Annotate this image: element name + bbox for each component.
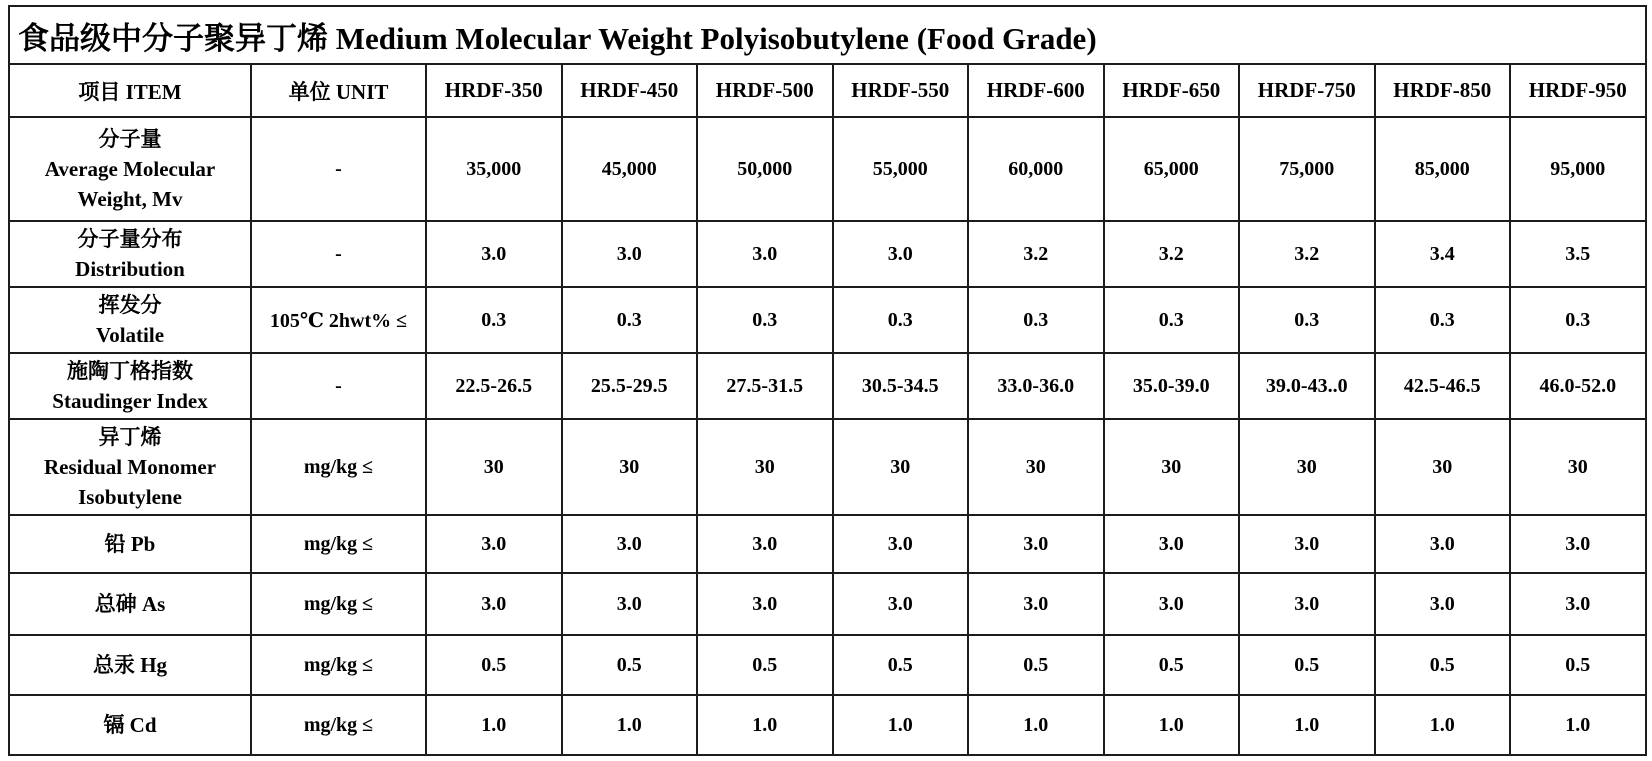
- value-cell: 46.0-52.0: [1510, 353, 1646, 419]
- item-line: 施陶丁格指数: [67, 359, 193, 383]
- value-cell: 3.0: [1375, 515, 1511, 573]
- column-header-hrdf-350: HRDF-350: [426, 64, 562, 117]
- value-cell: 3.0: [1239, 515, 1375, 573]
- item-cell: [9, 287, 251, 353]
- item-line: 铅 Pb: [104, 532, 156, 556]
- value-cell: 0.3: [833, 287, 969, 353]
- value-cell: 3.0: [426, 515, 562, 573]
- value-cell: 0.5: [1510, 635, 1646, 695]
- value-cell: 30: [426, 419, 562, 515]
- value-cell: 0.3: [968, 287, 1104, 353]
- value-cell: 30: [697, 419, 833, 515]
- value-cell: 3.0: [697, 515, 833, 573]
- value-cell: 3.0: [833, 573, 969, 635]
- value-cell: 0.3: [1510, 287, 1646, 353]
- value-cell: 60,000: [968, 117, 1104, 221]
- item-cell: [9, 515, 251, 573]
- value-cell: 0.5: [697, 635, 833, 695]
- value-cell: 0.5: [968, 635, 1104, 695]
- value-cell: 0.3: [426, 287, 562, 353]
- value-cell: 1.0: [833, 695, 969, 755]
- unit-cell: mg/kg ≤: [251, 635, 426, 695]
- item-line: Residual Monomer: [43, 455, 217, 479]
- value-cell: 3.0: [1104, 515, 1240, 573]
- column-header-hrdf-600: HRDF-600: [968, 64, 1104, 117]
- item-line: Average Molecular: [44, 157, 216, 181]
- column-header-hrdf-850: HRDF-850: [1375, 64, 1511, 117]
- unit-cell: 105℃ 2hwt% ≤: [251, 287, 426, 353]
- item-line: Distribution: [75, 257, 185, 281]
- column-header-hrdf-450: HRDF-450: [562, 64, 698, 117]
- value-cell: 65,000: [1104, 117, 1240, 221]
- value-cell: 0.5: [1104, 635, 1240, 695]
- item-line: 总砷 As: [94, 592, 166, 616]
- item-line: Weight, Mv: [77, 187, 183, 211]
- value-cell: 0.5: [1375, 635, 1511, 695]
- item-line: 分子量分布: [77, 227, 183, 251]
- item-line: Staudinger Index: [52, 389, 208, 413]
- value-cell: 30: [1510, 419, 1646, 515]
- value-cell: 3.0: [833, 515, 969, 573]
- value-cell: 30: [1375, 419, 1511, 515]
- value-cell: 1.0: [1510, 695, 1646, 755]
- table-row: [9, 573, 1646, 635]
- value-cell: 3.0: [968, 573, 1104, 635]
- item-cell: [9, 695, 251, 755]
- value-cell: 1.0: [426, 695, 562, 755]
- table-row: [9, 221, 1646, 287]
- item-line: 镉 Cd: [103, 713, 157, 737]
- item-cell: [9, 221, 251, 287]
- value-cell: 3.0: [697, 221, 833, 287]
- value-cell: 3.0: [562, 573, 698, 635]
- unit-cell: -: [251, 117, 426, 221]
- value-cell: 3.0: [562, 221, 698, 287]
- value-cell: 3.0: [1104, 573, 1240, 635]
- value-cell: 0.3: [562, 287, 698, 353]
- value-cell: 42.5-46.5: [1375, 353, 1511, 419]
- column-header-hrdf-650: HRDF-650: [1104, 64, 1240, 117]
- value-cell: 30: [562, 419, 698, 515]
- value-cell: 45,000: [562, 117, 698, 221]
- value-cell: 0.5: [426, 635, 562, 695]
- title-row: [9, 6, 1646, 64]
- value-cell: 0.5: [833, 635, 969, 695]
- value-cell: 3.0: [562, 515, 698, 573]
- value-cell: 3.0: [426, 221, 562, 287]
- column-header-hrdf-750: HRDF-750: [1239, 64, 1375, 117]
- value-cell: 1.0: [1104, 695, 1240, 755]
- spec-sheet: [8, 5, 1647, 756]
- item-cell: [9, 117, 251, 221]
- column-header-unit: 单位 UNIT: [251, 64, 426, 117]
- value-cell: 39.0-43..0: [1239, 353, 1375, 419]
- value-cell: 0.3: [1375, 287, 1511, 353]
- column-header-hrdf-500: HRDF-500: [697, 64, 833, 117]
- value-cell: 1.0: [1375, 695, 1511, 755]
- value-cell: 1.0: [697, 695, 833, 755]
- unit-cell: -: [251, 221, 426, 287]
- unit-cell: mg/kg ≤: [251, 573, 426, 635]
- unit-cell: mg/kg ≤: [251, 695, 426, 755]
- value-cell: 25.5-29.5: [562, 353, 698, 419]
- table-row: [9, 419, 1646, 515]
- value-cell: 1.0: [968, 695, 1104, 755]
- unit-cell: -: [251, 353, 426, 419]
- value-cell: 3.0: [968, 515, 1104, 573]
- table-row: [9, 353, 1646, 419]
- value-cell: 3.0: [426, 573, 562, 635]
- value-cell: 22.5-26.5: [426, 353, 562, 419]
- value-cell: 3.0: [1510, 515, 1646, 573]
- column-header-item: 项目 ITEM: [9, 64, 251, 117]
- value-cell: 3.0: [833, 221, 969, 287]
- table-row: [9, 695, 1646, 755]
- value-cell: 1.0: [1239, 695, 1375, 755]
- page-title: 食品级中分子聚异丁烯 Medium Molecular Weight Polyisobutylene (Food Grade): [9, 6, 1646, 64]
- unit-cell: mg/kg ≤: [251, 515, 426, 573]
- value-cell: 3.5: [1510, 221, 1646, 287]
- item-line: Isobutylene: [78, 485, 182, 509]
- value-cell: 3.0: [1510, 573, 1646, 635]
- value-cell: 3.0: [1375, 573, 1511, 635]
- value-cell: 3.4: [1375, 221, 1511, 287]
- value-cell: 0.3: [697, 287, 833, 353]
- column-header-hrdf-950: HRDF-950: [1510, 64, 1646, 117]
- item-cell: [9, 573, 251, 635]
- item-line: 总汞 Hg: [92, 653, 168, 677]
- item-line: 分子量: [98, 127, 162, 151]
- value-cell: 30: [968, 419, 1104, 515]
- value-cell: 75,000: [1239, 117, 1375, 221]
- spec-table: [8, 5, 1647, 756]
- value-cell: 0.3: [1104, 287, 1240, 353]
- value-cell: 33.0-36.0: [968, 353, 1104, 419]
- value-cell: 30.5-34.5: [833, 353, 969, 419]
- value-cell: 85,000: [1375, 117, 1511, 221]
- value-cell: 50,000: [697, 117, 833, 221]
- value-cell: 3.2: [1104, 221, 1240, 287]
- value-cell: 3.2: [968, 221, 1104, 287]
- value-cell: 3.0: [697, 573, 833, 635]
- value-cell: 1.0: [562, 695, 698, 755]
- value-cell: 0.3: [1239, 287, 1375, 353]
- value-cell: 30: [1239, 419, 1375, 515]
- item-line: 异丁烯: [98, 425, 162, 449]
- value-cell: 3.0: [1239, 573, 1375, 635]
- item-line: Volatile: [95, 323, 165, 347]
- unit-cell: mg/kg ≤: [251, 419, 426, 515]
- item-cell: [9, 419, 251, 515]
- table-row: [9, 117, 1646, 221]
- value-cell: 55,000: [833, 117, 969, 221]
- value-cell: 0.5: [562, 635, 698, 695]
- header-row: [9, 64, 1646, 117]
- value-cell: 35.0-39.0: [1104, 353, 1240, 419]
- table-row: [9, 515, 1646, 573]
- table-row: [9, 635, 1646, 695]
- item-line: 挥发分: [98, 293, 162, 317]
- value-cell: 35,000: [426, 117, 562, 221]
- value-cell: 3.2: [1239, 221, 1375, 287]
- column-header-hrdf-550: HRDF-550: [833, 64, 969, 117]
- value-cell: 30: [833, 419, 969, 515]
- value-cell: 27.5-31.5: [697, 353, 833, 419]
- value-cell: 95,000: [1510, 117, 1646, 221]
- item-cell: [9, 353, 251, 419]
- table-row: [9, 287, 1646, 353]
- value-cell: 30: [1104, 419, 1240, 515]
- value-cell: 0.5: [1239, 635, 1375, 695]
- item-cell: [9, 635, 251, 695]
